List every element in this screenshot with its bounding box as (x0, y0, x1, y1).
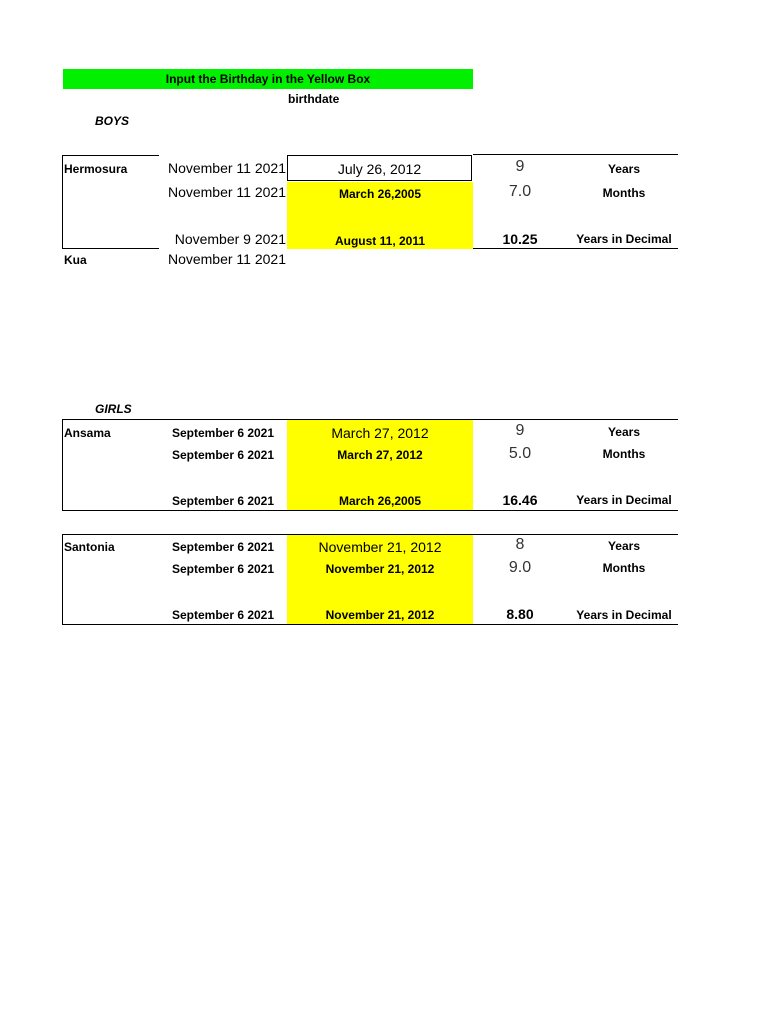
date-cell: November 9 2021 (174, 231, 286, 247)
months-value: 5.0 (508, 445, 532, 462)
unit-label-years: Years (607, 539, 641, 553)
table-border-left (62, 534, 63, 625)
date-cell: September 6 2021 (171, 540, 275, 554)
instruction-banner: Input the Birthday in the Yellow Box (63, 69, 473, 89)
table-border-bottom (63, 624, 678, 625)
date-cell: September 6 2021 (171, 448, 275, 462)
birthday-input-block[interactable] (287, 182, 473, 249)
date-cell: September 6 2021 (171, 608, 275, 622)
decimal-value: 10.25 (502, 231, 538, 247)
unit-label-years: Years (607, 162, 641, 176)
table-border-bottom-left (63, 248, 159, 249)
birthday-input-box[interactable] (287, 155, 472, 181)
girls-section-label: GIRLS (95, 402, 132, 416)
years-value: 9 (515, 422, 525, 439)
years-value: 8 (515, 536, 525, 553)
student-name-santonia: Santonia (64, 540, 115, 554)
birthday-value: November 21, 2012 (325, 562, 435, 576)
birthday-value: November 21, 2012 (318, 539, 442, 555)
unit-label-years: Years (607, 425, 641, 439)
birthdate-header: birthdate (288, 92, 340, 106)
date-cell: November 11 2021 (167, 160, 286, 176)
unit-label-decimal: Years in Decimal (576, 232, 672, 246)
table-border-top-right (473, 154, 678, 155)
birthday-value: November 21, 2012 (325, 608, 435, 622)
decimal-value: 8.80 (506, 606, 534, 622)
date-cell: November 11 2021 (167, 251, 286, 267)
unit-label-months: Months (602, 186, 646, 200)
date-cell: September 6 2021 (171, 494, 275, 508)
unit-label-decimal: Years in Decimal (576, 608, 672, 622)
table-border-left (62, 155, 63, 249)
student-name-hermosura: Hermosura (64, 162, 128, 176)
birthday-value: March 27, 2012 (331, 425, 429, 441)
table-border-bottom (63, 510, 678, 511)
date-cell: November 11 2021 (167, 184, 286, 200)
months-value: 9.0 (508, 559, 532, 576)
table-border-bottom-right (473, 248, 678, 249)
birthday-value: March 26,2005 (338, 494, 422, 508)
years-value: 9 (515, 158, 525, 175)
date-cell: September 6 2021 (171, 562, 275, 576)
decimal-value: 16.46 (502, 492, 538, 508)
birthday-value: July 26, 2012 (337, 161, 422, 177)
birthday-input-block[interactable] (287, 420, 473, 510)
months-value: 7.0 (508, 183, 532, 200)
table-border-left (62, 419, 63, 511)
boys-section-label: BOYS (95, 114, 130, 128)
birthday-input-block[interactable] (287, 535, 473, 624)
student-name-kua: Kua (64, 253, 87, 267)
unit-label-months: Months (602, 561, 646, 575)
date-cell: September 6 2021 (171, 426, 275, 440)
student-name-ansama: Ansama (64, 426, 111, 440)
birthday-value: March 27, 2012 (337, 448, 423, 462)
unit-label-months: Months (602, 447, 646, 461)
table-border-top-left (63, 155, 159, 156)
unit-label-decimal: Years in Decimal (576, 493, 672, 507)
birthday-value: March 26,2005 (338, 187, 422, 201)
birthday-value: August 11, 2011 (334, 234, 426, 248)
